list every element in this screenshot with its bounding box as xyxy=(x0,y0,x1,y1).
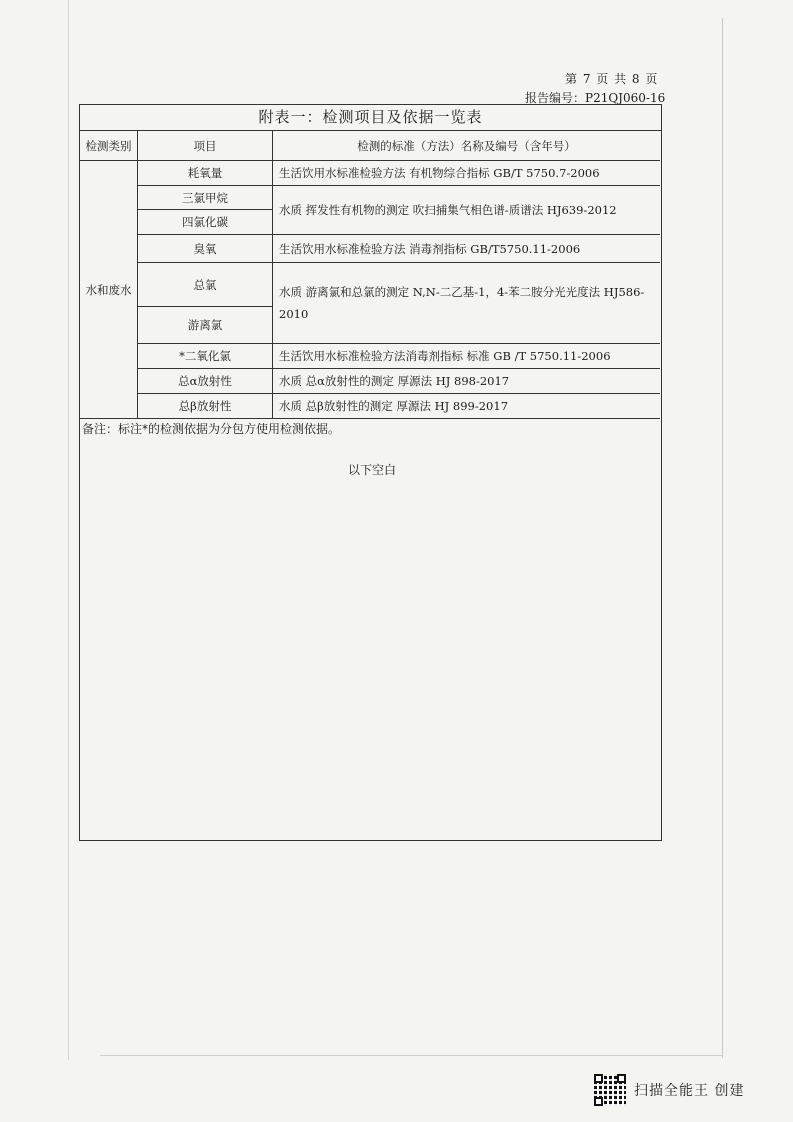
column-header-category: 检测类别 xyxy=(80,131,138,161)
method-cell: 水质 总α放射性的测定 厚源法 HJ 898-2017 xyxy=(273,369,660,394)
item-cell: 四氯化碳 xyxy=(138,210,273,235)
report-number: 报告编号：P21QJ060-16 xyxy=(525,91,666,105)
item-cell: 三氯甲烷 xyxy=(138,186,273,210)
document-frame xyxy=(79,104,662,841)
method-cell: 水质 总β放射性的测定 厚源法 HJ 899-2017 xyxy=(273,394,660,419)
item-cell: 总β放射性 xyxy=(138,394,273,419)
item-cell: *二氧化氯 xyxy=(138,344,273,369)
method-cell: 生活饮用水标准检验方法 有机物综合指标 GB/T 5750.7-2006 xyxy=(273,161,660,186)
table-title: 附表一：检测项目及依据一览表 xyxy=(80,105,661,131)
method-cell: 水质 挥发性有机物的测定 吹扫捕集气相色谱-质谱法 HJ639-2012 xyxy=(273,186,660,235)
column-header-method: 检测的标准（方法）名称及编号（含年号） xyxy=(273,131,660,161)
page-edge-left xyxy=(68,0,69,1060)
item-cell: 总α放射性 xyxy=(138,369,273,394)
item-cell: 游离氯 xyxy=(138,307,273,344)
page-indicator: 第 7 页 共 8 页 xyxy=(565,72,659,86)
category-cell: 水和废水 xyxy=(80,161,138,419)
scanner-watermark xyxy=(594,1074,744,1106)
item-cell: 总氯 xyxy=(138,263,273,307)
column-header-item: 项目 xyxy=(138,131,273,161)
watermark-text: 扫描全能王 创建 xyxy=(634,1083,745,1099)
method-cell: 水质 游离氯和总氯的测定 N,N-二乙基-1，4-苯二胺分光光度法 HJ586-2010 xyxy=(273,263,660,344)
item-cell: 臭氧 xyxy=(138,235,273,263)
item-cell: 耗氧量 xyxy=(138,161,273,186)
page-edge-right xyxy=(722,18,723,1058)
blank-marker: 以下空白 xyxy=(348,463,397,477)
page-edge-bottom xyxy=(100,1055,722,1056)
method-cell: 生活饮用水标准检验方法消毒剂指标 标准 GB /T 5750.11-2006 xyxy=(273,344,660,369)
method-cell: 生活饮用水标准检验方法 消毒剂指标 GB/T5750.11-2006 xyxy=(273,235,660,263)
table-note: 备注：标注*的检测依据为分包方使用检测依据。 xyxy=(82,422,341,436)
qr-code-icon xyxy=(594,1074,626,1106)
